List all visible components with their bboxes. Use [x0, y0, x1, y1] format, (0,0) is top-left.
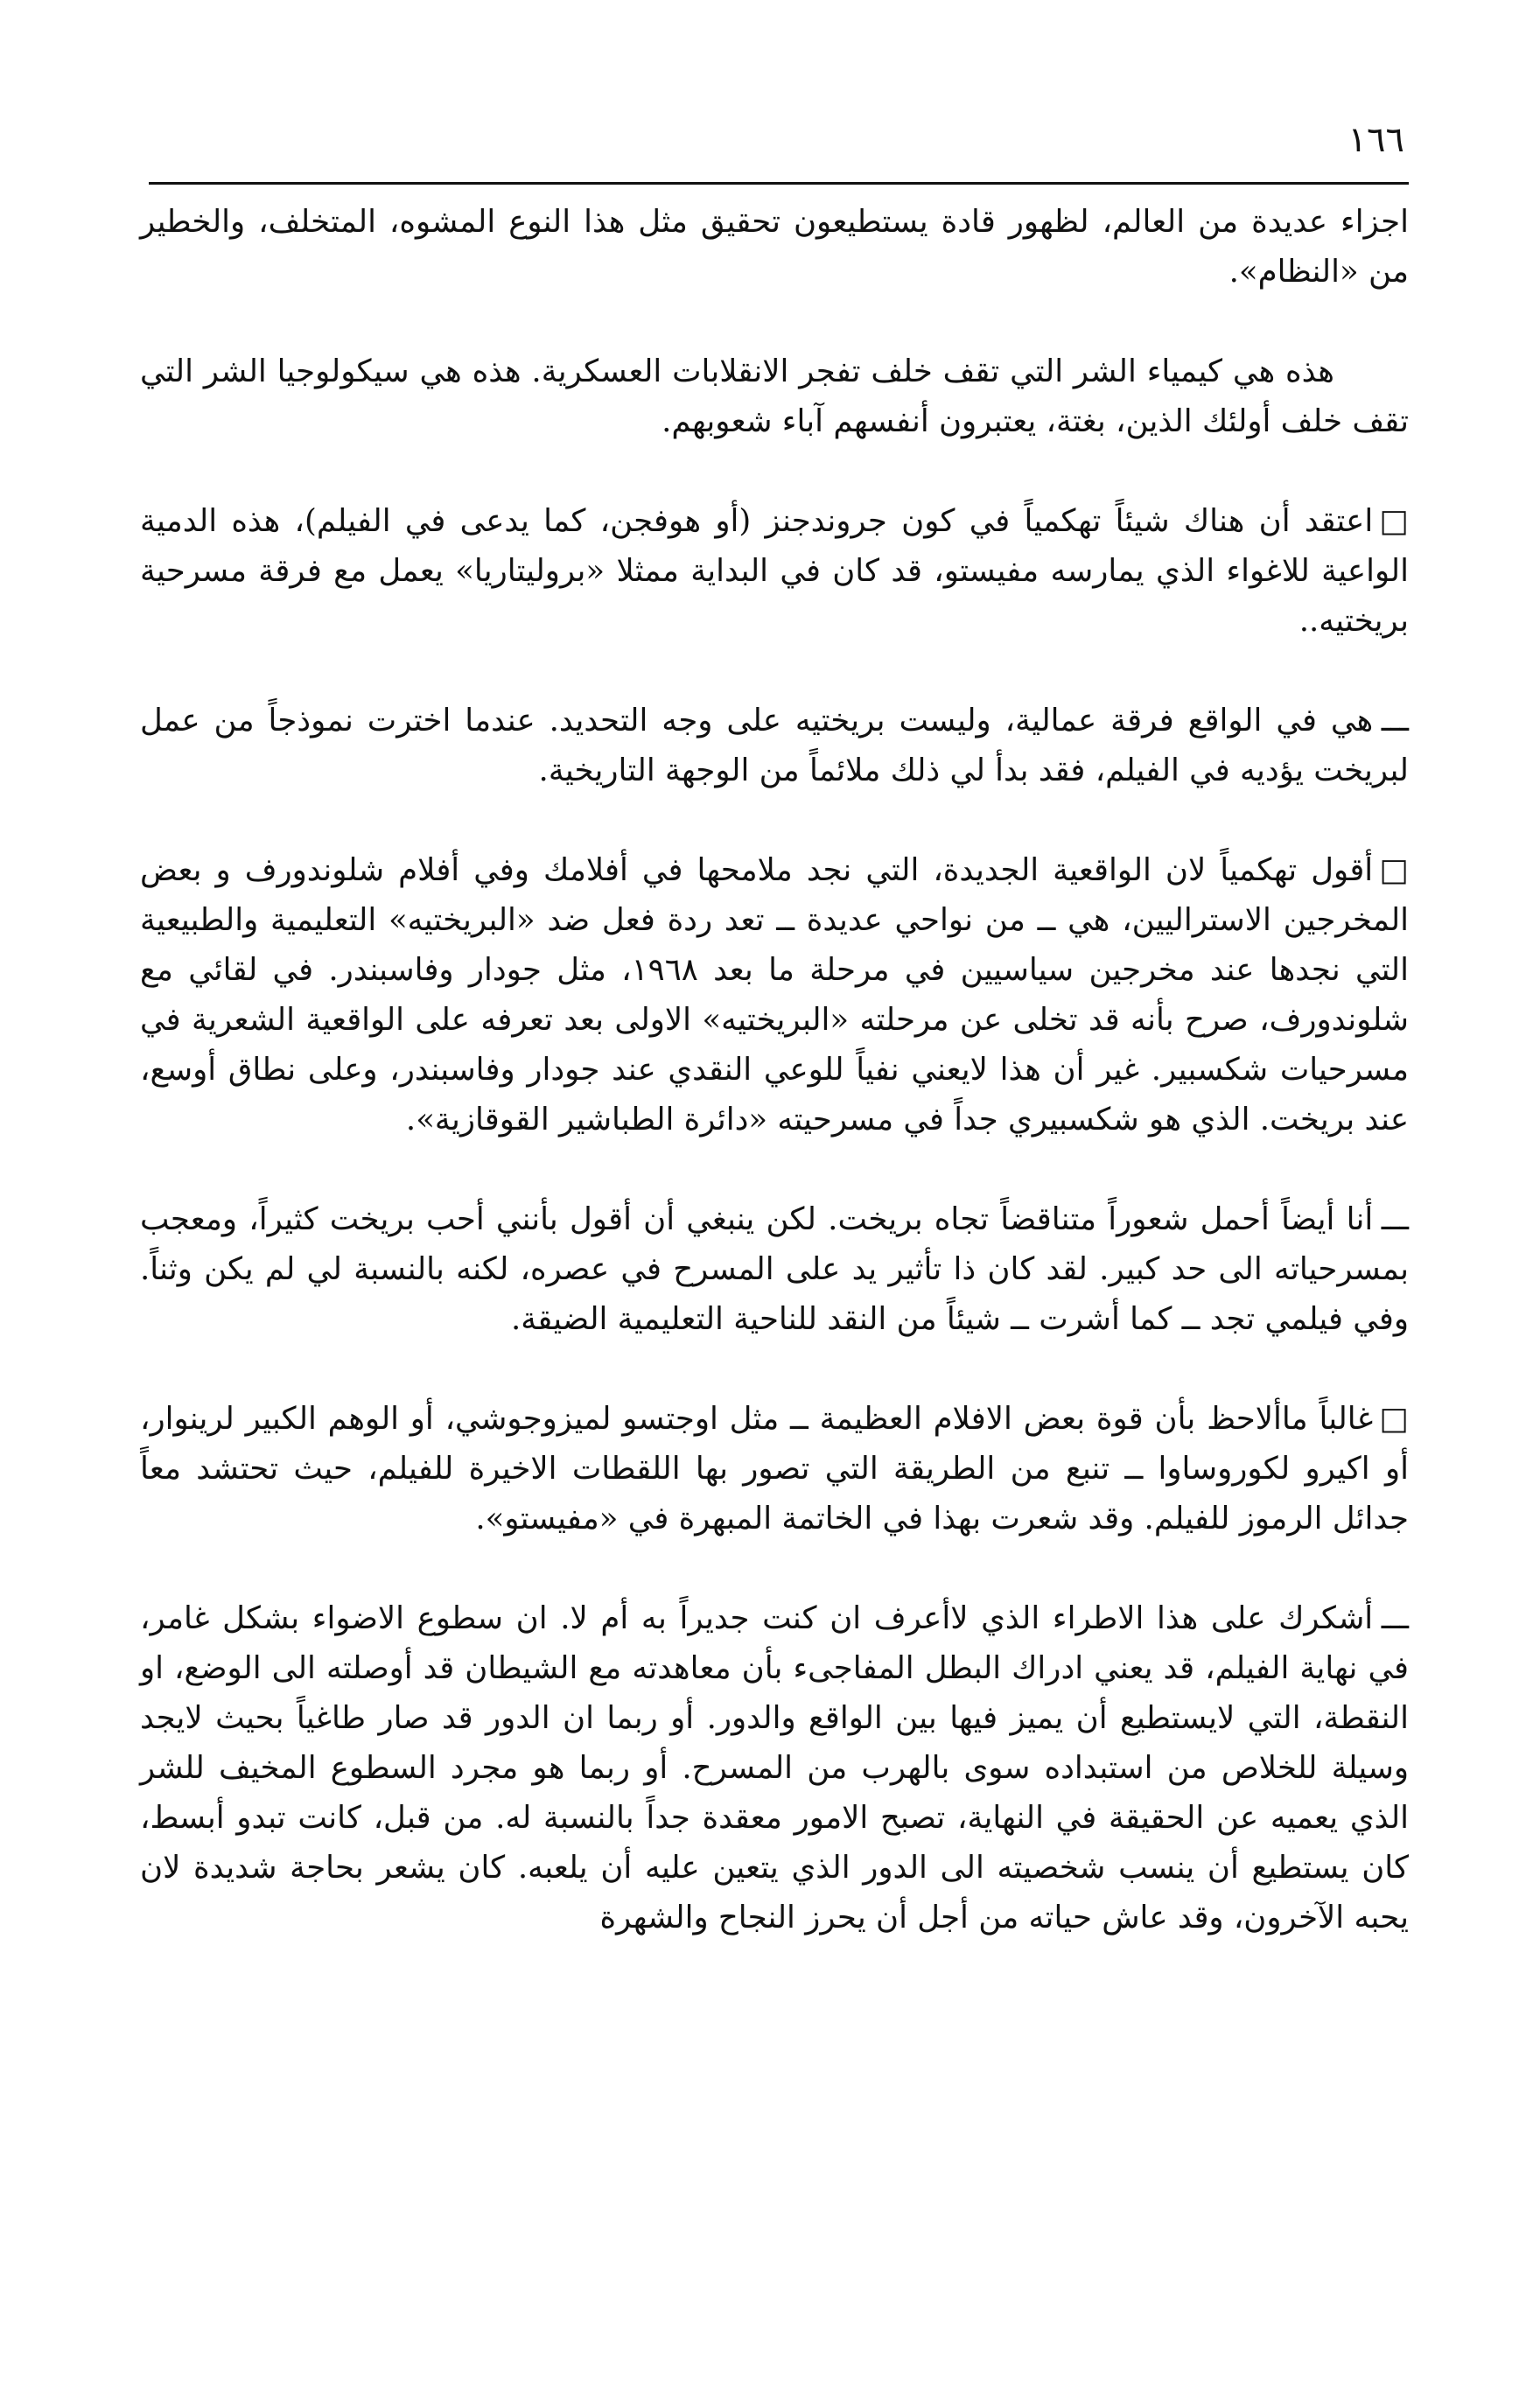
- page-number: ١٦٦: [1348, 120, 1404, 160]
- paragraph-text: أقول تهكمياً لان الواقعية الجديدة، التي نجد ملامحها في أفلامك وفي أفلام شلوندورف و بعض المخرجين الاستراليين، هي ــ من نواحي عديدة ــ تعد ردة فعل ضد «البريختيه» التعليمية والطبيعية التي نجدها عند مخرجين سياسيين في مرحلة ما بعد ١٩٦٨، مثل جودار وفاسبندر. في لقائي مع شلوندورف، صرح بأنه قد تخلى عن مرحلته «البريختيه» الاولى بعد تعرفه على الواقعية الشعرية في مسرحيات شكسبير. غير أن هذا لايعني نفياً للوعي النقدي عند جودار وفاسبندر، وعلى نطاق أوسع، عند بريخت. الذي هو شكسبيري جداً في مسرحيته «دائرة الطباشير القوقازية».: [140, 852, 1409, 1138]
- paragraph-text: أنا أيضاً أحمل شعوراً متناقضاً تجاه بريخت. لكن ينبغي أن أقول بأنني أحب بريخت كثيراً، ومعجب بمسرحياته الى حد كبير. لقد كان ذا تأثير يد على المسرح في عصره، لكنه بالنسبة لي لم يكن وثناً. وفي فيلمي تجد ــ كما أشرت ــ شيئاً من النقد للناحية التعليمية الضيقة.: [140, 1201, 1409, 1337]
- question-paragraph-2: [140, 845, 1409, 1144]
- question-marker: □: [1379, 503, 1409, 539]
- question-marker: □: [1379, 1401, 1409, 1437]
- question-paragraph-1: [140, 496, 1409, 646]
- paragraph-text: اعتقد أن هناك شيئاً تهكمياً في كون جروندجنز (أو هوفجن، كما يدعى في الفيلم)، هذه الدمية الواعية للاغواء الذي يمارسه مفيستو، قد كان في البداية ممثلا «بروليتاريا» يعمل مع فرقة مسرحية بريختيه..: [140, 503, 1409, 639]
- answer-paragraph-3: [140, 1593, 1409, 1942]
- question-marker: □: [1379, 852, 1409, 888]
- answer-paragraph-1: [140, 696, 1409, 795]
- paragraph-1: [140, 197, 1409, 297]
- answer-marker: ـــ: [1381, 1201, 1409, 1237]
- paragraph-text: أشكرك على هذا الاطراء الذي لاأعرف ان كنت جديراً به أم لا. ان سطوع الاضواء بشكل غامر، في نهاية الفيلم، قد يعني ادراك البطل المفاجىء بأن معاهدته مع الشيطان قد أوصلته الى الوضع، او النقطة، التي لايستطيع أن يميز فيها بين الواقع والدور. أو ربما ان الدور قد صار طاغياً بحيث لايجد وسيلة للخلاص من استبداده سوى بالهرب من المسرح. أو ربما هو مجرد السطوع المخيف للشر الذي يعميه عن الحقيقة في النهاية، تصبح الامور معقدة جداً بالنسبة له. من قبل، كانت تبدو أبسط، كان يستطيع أن ينسب شخصيته الى الدور الذي يتعين عليه أن يلعبه. كان يشعر بحاجة شديدة لان يحبه الآخرون، وقد عاش حياته من أجل أن يحرز النجاح والشهرة: [140, 1600, 1409, 1936]
- paragraph-text: غالباً ماألاحظ بأن قوة بعض الافلام العظيمة ــ مثل اوجتسو لميزوجوشي، أو الوهم الكبير لرينوار، أو اكيرو لكوروساوا ــ تنبع من الطريقة التي تصور بها اللقطات الاخيرة للفيلم، حيث تحتشد معاً جدائل الرموز للفيلم. وقد شعرت بهذا في الخاتمة المبهرة في «مفيستو».: [140, 1401, 1409, 1536]
- paragraph-text: اجزاء عديدة من العالم، لظهور قادة يستطيعون تحقيق مثل هذا النوع المشوه، المتخلف، والخطير من «النظام».: [140, 204, 1409, 290]
- answer-marker: ـــ: [1381, 1600, 1409, 1636]
- answer-paragraph-2: [140, 1194, 1409, 1344]
- paragraph-text: هذه هي كيمياء الشر التي تقف خلف تفجر الانقلابات العسكرية. هذه هي سيكولوجيا الشر التي تقف خلف أولئك الذين، بغتة، يعتبرون أنفسهم آباء شعوبهم.: [140, 354, 1409, 439]
- paragraph-text: هي في الواقع فرقة عمالية، وليست بريختيه على وجه التحديد. عندما اخترت نموذجاً من عمل لبريخت يؤديه في الفيلم، فقد بدأ لي ذلك ملائماً من الوجهة التاريخية.: [140, 703, 1409, 788]
- paragraph-2: [140, 346, 1409, 446]
- question-paragraph-3: [140, 1394, 1409, 1544]
- page-text: [140, 197, 1409, 1942]
- answer-marker: ـــ: [1381, 703, 1409, 738]
- header-rule: [149, 182, 1409, 185]
